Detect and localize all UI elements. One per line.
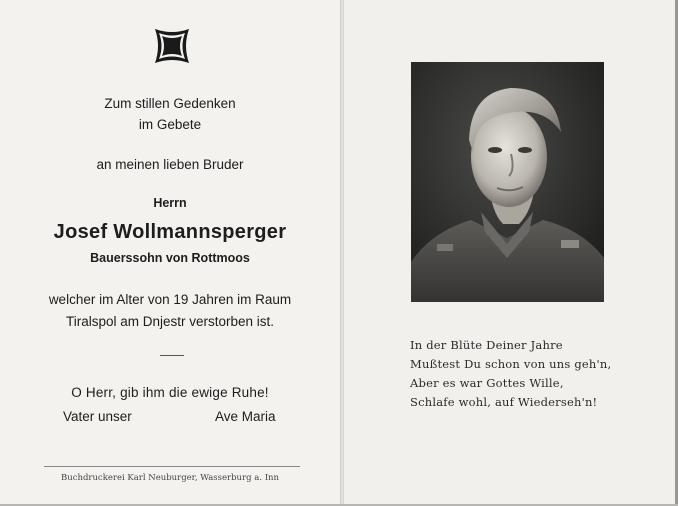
deceased-name: Josef Wollmannsperger xyxy=(53,221,287,243)
vater-unser: Vater unser xyxy=(63,409,132,424)
portrait-photo xyxy=(411,62,604,302)
ave-maria: Ave Maria xyxy=(215,409,276,424)
gedenken-line-1: Zum stillen Gedenken xyxy=(104,96,236,111)
herrn-label: Herrn xyxy=(153,196,187,210)
bruder-line: an meinen lieben Bruder xyxy=(96,157,244,172)
deceased-subtitle: Bauerssohn von Rottmoos xyxy=(90,251,250,265)
death-line-2: Tiralspol am Dnjestr verstorben ist. xyxy=(65,314,275,329)
prayer-line: O Herr, gib ihm die ewige Ruhe! xyxy=(71,385,269,400)
poem-line-3: Aber es war Gottes Wille, xyxy=(410,376,564,390)
divider xyxy=(160,355,184,356)
poem-line-1: In der Blüte Deiner Jahre xyxy=(410,338,563,352)
death-line-1: welcher im Alter von 19 Jahren im Raum xyxy=(48,292,292,307)
poem-line-2: Mußtest Du schon von uns geh'n, xyxy=(410,357,612,371)
iron-cross-icon xyxy=(151,25,193,67)
printer-imprint: Buchdruckerei Karl Neuburger, Wasserburg a. Inn xyxy=(61,473,279,483)
footer-rule xyxy=(44,466,300,467)
gedenken-line-2: im Gebete xyxy=(138,117,202,132)
poem-line-4: Schlafe wohl, auf Wiederseh'n! xyxy=(410,395,598,409)
